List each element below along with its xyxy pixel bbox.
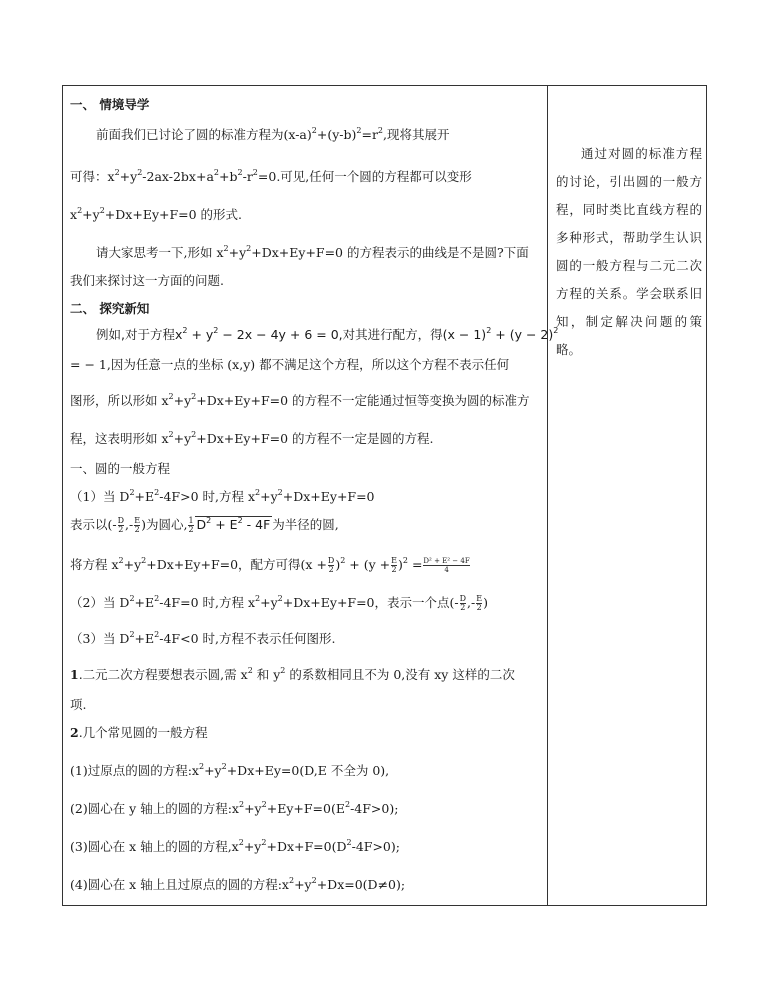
- point-1: 1.二元二次方程要想表示圆,需 $x^2$ 和 $y^2$ 的系数相同且不为 0,没有 xy 这样的二次: [70, 666, 515, 682]
- section-title: 一、 情境导学: [70, 97, 150, 112]
- point-2: 2.几个常见圆的一般方程: [70, 725, 208, 740]
- case-3: （3）当 $D^2+E^2-4F<0$ 时,方程不表示任何图形.: [70, 630, 336, 646]
- text-line: 项.: [70, 697, 87, 712]
- text-line: 请大家思考一下,形如 $x^2+y^2+Dx+Ey+F=0$ 的方程表示的曲线是不是圆?下面: [96, 244, 529, 260]
- case-1-center: 表示以(- $\frac{D}{2}$ ,- $\frac{E}{2}$ )为圆心, $\frac{1}{2}$ $D^2 + E^2 - 4F$ 为半径的圆,: [70, 516, 339, 534]
- example-3: (3)圆心在 x 轴上的圆的方程$,x^2+y^2+Dx+F=0(D^2-4F>0)$;: [70, 838, 400, 854]
- text-line: 可得：$x^2+y^2-2ax-2bx+a^2+b^2-r^2=0$.可见,任何一个圆的方程都可以变形: [70, 168, 472, 184]
- example-4: (4)圆心在 x 轴上且过原点的圆的方程$:x^2+y^2+Dx=0(D\ne 0)$;: [70, 876, 406, 892]
- column-divider: [547, 85, 548, 906]
- case-2: （2）当 $D^2+E^2-4F=0$ 时,方程 $x^2+y^2+Dx+Ey+F=0$，表示一个点(- $\frac{D}{2}$ ,- $\frac{E}{2}$ ): [70, 594, 488, 612]
- section-title: 二、 探究新知: [70, 301, 150, 316]
- text-line: = − 1,因为任意一点的坐标 (x,y) 都不满足这个方程，所以这个方程不表示任何: [70, 357, 510, 372]
- case-1-complete-square: 将方程 $x^2+y^2+Dx+Ey+F=0$，配方可得(x + $\frac{D}{2}$ )$^2$ + (y + $\frac{E}{2}$ )$^2$ = $\frac{\text{D² + E² − 4F}}{4}$: [70, 556, 470, 574]
- text-line: $x^2+y^2+Dx+Ey+F=0$ 的形式.: [70, 206, 243, 222]
- example-2: (2)圆心在 y 轴上的圆的方程$:x^2+y^2+Ey+F=0(E^2-4F>0)$;: [70, 800, 399, 816]
- text-line: 图形，所以形如 $x^2+y^2+Dx+Ey+F=0$ 的方程不一定能通过恒等变换为圆的标准方: [70, 392, 530, 408]
- subsection-title: 一、圆的一般方程: [70, 461, 171, 476]
- side-note-text: 通过对圆的标准方程的讨论，引出圆的一般方程，同时类比直线方程的多种形式，帮助学生认识圆的一般方程与二元二次方程的关系。学会联系旧知，制定解决问题的策略。: [556, 146, 702, 357]
- case-1: （1）当 $D^2+E^2-4F>0$ 时,方程 $x^2+y^2+Dx+Ey+F=0$: [70, 488, 375, 504]
- example-1: (1)过原点的圆的方程$:x^2+y^2+Dx+Ey=0(D,E$ 不全为 0),: [70, 762, 390, 778]
- text-line: 前面我们已讨论了圆的标准方程为$(x-a)^2+(y-b)^2=r^2$,现将其展开: [96, 126, 450, 142]
- side-note: [556, 140, 702, 364]
- text-line: 程，这表明形如 $x^2+y^2+Dx+Ey+F=0$ 的方程不一定是圆的方程.: [70, 430, 434, 446]
- text-line: 例如,对于方程$x^2 + y^2 - 2x - 4y + 6 = 0$,对其进行配方，得$(x - 1)^2 + (y - 2)^2$: [96, 326, 559, 342]
- text-line: 我们来探讨这一方面的问题.: [70, 273, 224, 288]
